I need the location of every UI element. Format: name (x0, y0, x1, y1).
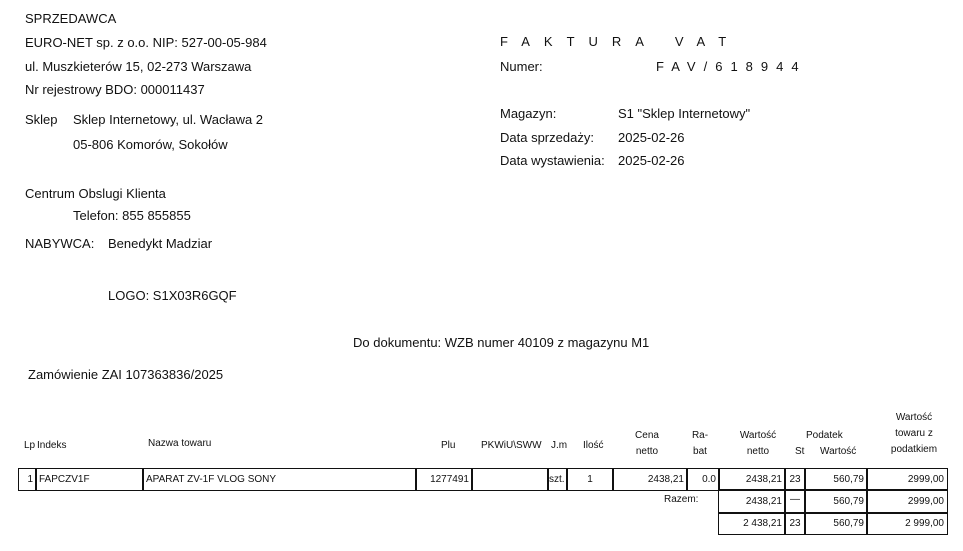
cell-name: APARAT ZV-1F VLOG SONY (142, 468, 417, 491)
header-taxval: Wartość (820, 446, 857, 457)
header-gross-line3: podatkiem (890, 444, 938, 455)
invoice-title: FAKTURA VAT (500, 34, 741, 49)
cell-st: 23 (784, 468, 806, 491)
seller-line2: ul. Muszkieterów 15, 02-273 Warszawa (25, 59, 252, 74)
summary-taxval: 560,79 (804, 512, 868, 535)
cell-lp: 1 (18, 468, 37, 491)
header-pkwiu: PKWiU\SWW (481, 440, 542, 451)
summary-net: 2 438,21 (718, 512, 786, 535)
cell-price: 2438,21 (612, 468, 688, 491)
header-discount-line2: bat (693, 446, 707, 457)
cell-pkwiu (471, 468, 549, 491)
invoice-number: FAV/618944 (656, 59, 807, 74)
header-name: Nazwa towaru (148, 438, 212, 449)
cell-jm: szt. (547, 468, 568, 491)
seller-line3: Nr rejestrowy BDO: 000011437 (25, 82, 205, 97)
header-gross-line1: Wartość (895, 412, 933, 423)
total-st: — (784, 489, 806, 514)
header-qty: Ilość (583, 440, 604, 451)
shop-label: Sklep (25, 112, 58, 127)
issue-date: 2025-02-26 (618, 153, 685, 168)
header-net (735, 428, 781, 460)
seller-line1: EURO-NET sp. z o.o. NIP: 527-00-05-984 (25, 35, 267, 50)
header-index: Indeks (37, 440, 67, 451)
header-discount-line1: Ra- (691, 430, 709, 441)
cell-plu: 1277491 (415, 468, 473, 491)
seller-heading: SPRZEDAWCA (25, 11, 117, 26)
total-net: 2438,21 (718, 489, 786, 514)
header-plu: Plu (441, 440, 456, 451)
header-price-line2: netto (635, 446, 659, 457)
header-jm: J.m (551, 440, 568, 451)
cell-qty: 1 (566, 468, 614, 491)
cell-net: 2438,21 (718, 468, 786, 491)
buyer-name: Benedykt Madziar (108, 236, 213, 251)
header-st: St (795, 446, 805, 457)
header-gross (884, 410, 944, 458)
shop-line1: Sklep Internetowy, ul. Wacława 2 (73, 112, 264, 127)
service-phone: Telefon: 855 855855 (73, 208, 191, 223)
summary-st: 23 (784, 512, 806, 535)
summary-gross: 2 999,00 (866, 512, 948, 535)
header-tax: Podatek (806, 430, 843, 441)
number-label: Numer: (500, 59, 543, 74)
warehouse: S1 "Sklep Internetowy" (618, 106, 751, 121)
header-lp: Lp (24, 440, 36, 451)
cell-index: FAPCZV1F (35, 468, 144, 491)
cell-gross: 2999,00 (866, 468, 948, 491)
header-net-line1: Wartość (739, 430, 777, 441)
issue-date-label: Data wystawienia: (500, 153, 605, 168)
shop-line2: 05-806 Komorów, Sokołów (73, 137, 228, 152)
header-price (627, 428, 667, 460)
sale-date-label: Data sprzedaży: (500, 130, 594, 145)
total-taxval: 560,79 (804, 489, 868, 514)
sale-date: 2025-02-26 (618, 130, 685, 145)
buyer-label: NABYWCA: (25, 236, 95, 251)
cell-taxval: 560,79 (804, 468, 868, 491)
header-discount (688, 428, 712, 460)
header-net-line2: netto (746, 446, 770, 457)
header-price-line1: Cena (635, 430, 659, 441)
service-center: Centrum Obslugi Klienta (25, 186, 166, 201)
order-number: Zamówienie ZAI 107363836/2025 (28, 367, 224, 382)
cell-discount: 0.0 (686, 468, 720, 491)
total-label: Razem: (664, 494, 699, 505)
header-gross-line2: towaru z (895, 428, 933, 439)
buyer-logo: LOGO: S1X03R6GQF (108, 288, 237, 303)
document-reference: Do dokumentu: WZB numer 40109 z magazynu M1 (353, 335, 650, 350)
total-gross: 2999,00 (866, 489, 948, 514)
warehouse-label: Magazyn: (500, 106, 557, 121)
